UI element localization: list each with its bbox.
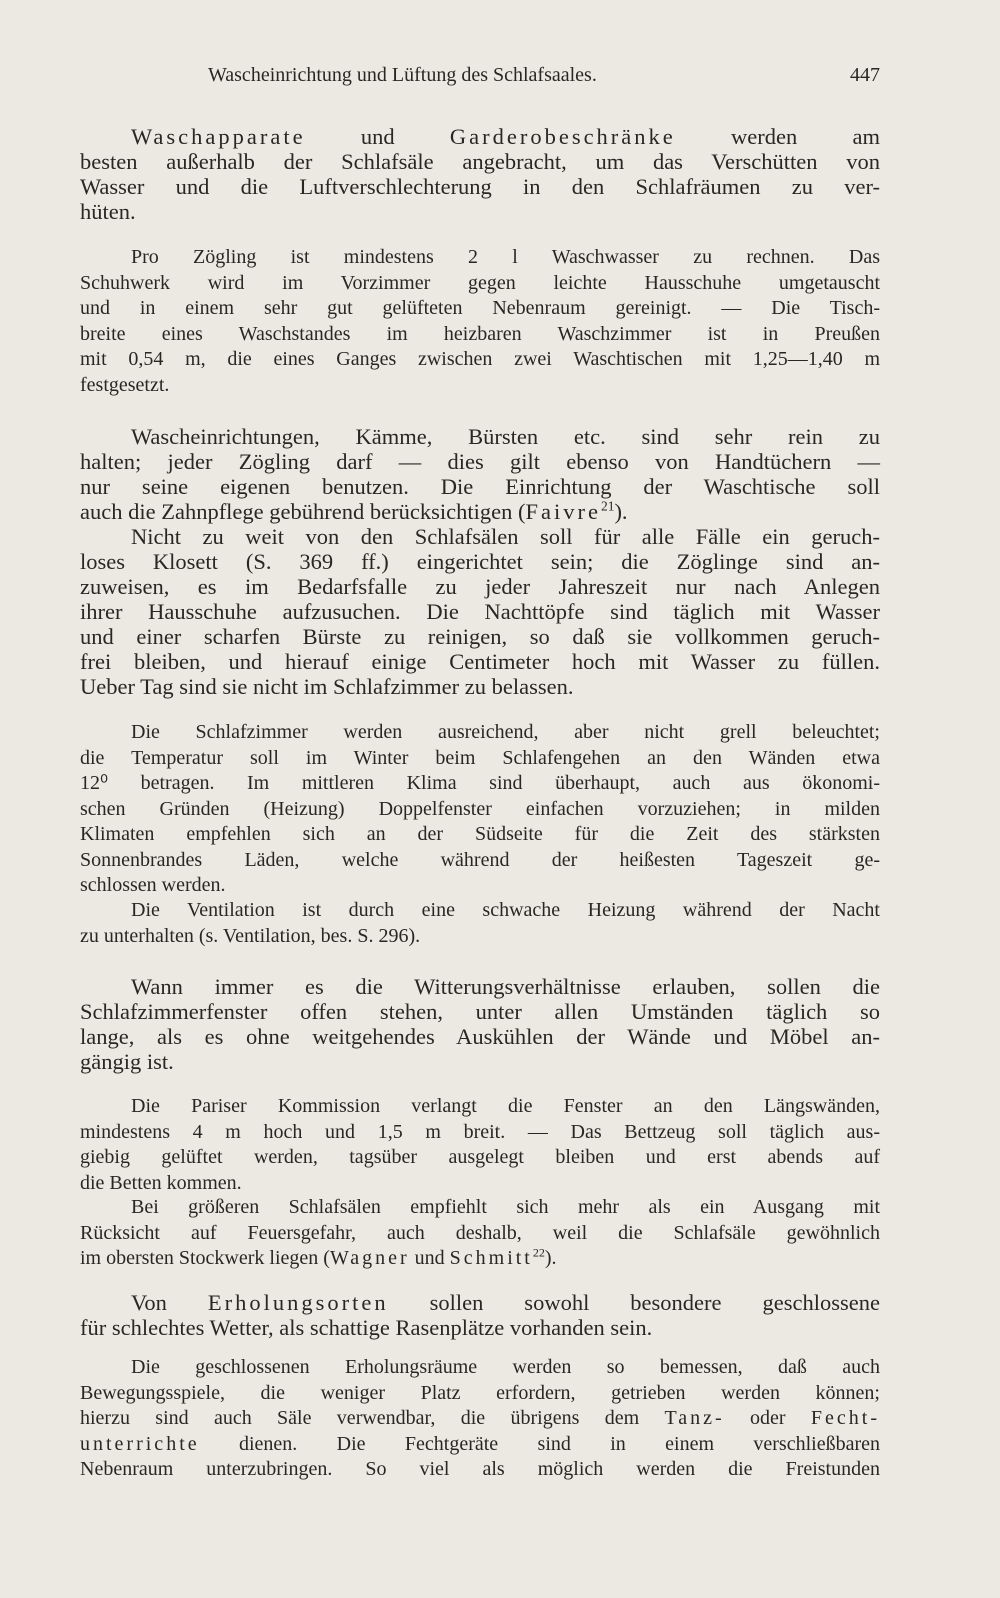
text-line: Ueber Tag sind sie nicht im Schlafzimmer zu belassen.: [80, 674, 574, 699]
text-line: Pro Zögling ist mindestens 2 l Waschwasser zu rechnen. Das: [131, 246, 880, 268]
text-line: nur seine eigenen benutzen. Die Einrichtung der Waschtische soll: [80, 474, 880, 499]
text-line: Nebenraum unterzubringen. So viel als möglich werden die Freistunden: [80, 1458, 880, 1480]
paragraph-exits: [80, 1195, 880, 1272]
footnote-ref: 21: [600, 498, 615, 514]
text-line: Die Schlafzimmer werden ausreichend, aber nicht grell beleuchtet;: [131, 721, 880, 743]
text-line: Wasser und die Luftverschlechterung in den Schlafräumen zu ver-: [80, 174, 880, 199]
text-line: Nicht zu weit von den Schlafsälen soll für alle Fälle ein geruch-: [131, 524, 880, 549]
paragraph-lighting-temperature: [80, 720, 880, 899]
text-line: Wann immer es die Witterungsverhältnisse erlauben, sollen die: [131, 974, 880, 999]
paragraph-washstands: [80, 124, 880, 224]
paragraph-windows-open: [80, 974, 880, 1074]
text-line: gängig ist.: [80, 1049, 174, 1074]
text-line: Wascheinrichtungen, Kämme, Bürsten etc. sind sehr rein zu: [131, 424, 880, 449]
text-line: Bei größeren Schlafsälen empfiehlt sich mehr als ein Ausgang mit: [131, 1196, 880, 1218]
text-line: mit 0,54 m, die eines Ganges zwischen zwei Waschtischen mit 1,25—1,40 m: [80, 348, 880, 370]
text-line: mindestens 4 m hoch und 1,5 m breit. — Das Bettzeug soll täglich aus-: [80, 1120, 880, 1143]
text-line: im obersten Stockwerk liegen (Wagner und Schmitt$^{22}$).: [80, 1245, 557, 1269]
text-line: 12⁰ betragen. Im mittleren Klima sind überhaupt, auch aus ökonomi-: [80, 772, 880, 794]
text-line: lange, als es ohne weitgehendes Auskühlen der Wände und Möbel an-: [80, 1024, 880, 1049]
text-line: Sonnenbrandes Läden, welche während der heißesten Tageszeit ge-: [80, 848, 880, 871]
text-line: halten; jeder Zögling darf — dies gilt ebenso von Handtüchern —: [80, 449, 880, 474]
paragraph-recreation-places: [80, 1290, 880, 1340]
footnote-ref: 22: [532, 1245, 545, 1260]
text-line: loses Klosett (S. 369 ff.) eingerichtet sein; die Zöglinge sind an-: [80, 549, 880, 574]
text-line: und einer scharfen Bürste zu reinigen, so daß sie vollkommen geruch-: [80, 624, 880, 649]
text-line: Die geschlossenen Erholungsräume werden so bemessen, daß auch: [131, 1356, 880, 1378]
text-line: Waschapparate und Garderobeschränke werden am: [131, 124, 880, 149]
text-line: schen Gründen (Heizung) Doppelfenster einfachen vorzuziehen; in milden: [80, 797, 880, 820]
text-line: giebig gelüftet werden, tagsüber ausgelegt bleiben und erst abends auf: [80, 1146, 880, 1168]
paragraph-paris-commission: [80, 1094, 880, 1196]
text-line: festgesetzt.: [80, 373, 170, 396]
text-line: die Betten kommen.: [80, 1171, 242, 1194]
text-line: Die Pariser Kommission verlangt die Fenster an den Längswänden,: [131, 1095, 880, 1117]
text-line: besten außerhalb der Schlafsäle angebracht, um das Verschütten von: [80, 149, 880, 174]
text-line: hierzu sind auch Säle verwendbar, die übrigens dem Tanz- oder Fecht-: [80, 1407, 880, 1429]
text-line: Die Ventilation ist durch eine schwache Heizung während der Nacht: [131, 899, 880, 921]
text-line: Schuhwerk wird im Vorzimmer gegen leichte Hausschuhe umgetauscht: [80, 271, 880, 294]
text-line: für schlechtes Wetter, als schattige Rasenplätze vorhanden sein.: [80, 1315, 653, 1340]
text-line: Klimaten empfehlen sich an der Südseite für die Zeit des stärksten: [80, 823, 880, 845]
text-line: ihrer Hausschuhe aufzusuchen. Die Nachttöpfe sind täglich mit Wasser: [80, 599, 880, 624]
paragraph-wash-water: [80, 245, 880, 398]
text-line: zu unterhalten (s. Ventilation, bes. S. 296).: [80, 924, 421, 947]
page-number: 447: [850, 64, 880, 86]
text-line: unterrichte dienen. Die Fechtgeräte sind in einem verschließbaren: [80, 1432, 880, 1455]
paragraph-recreation-rooms: [80, 1355, 880, 1483]
text-line: frei bleiben, und hierauf einige Centimeter hoch mit Wasser zu füllen.: [80, 649, 880, 674]
paragraph-closet: [80, 524, 880, 699]
text-line: Bewegungsspiele, die weniger Platz erfordern, getrieben werden können;: [80, 1381, 880, 1404]
text-line: die Temperatur soll im Winter beim Schlafengehen an den Wänden etwa: [80, 746, 880, 769]
paragraph-wash-equipment: [80, 424, 880, 524]
text-line: hüten.: [80, 199, 136, 224]
paragraph-ventilation: [80, 898, 880, 949]
text-line: zuweisen, es im Bedarfsfalle zu jeder Jahreszeit nur nach Anlegen: [80, 574, 880, 599]
text-line: Rücksicht auf Feuersgefahr, auch deshalb, weil die Schlafsäle gewöhnlich: [80, 1221, 880, 1244]
running-title: Wascheinrichtung und Lüftung des Schlafsaales.: [208, 64, 597, 86]
text-line: breite eines Waschstandes im heizbaren Waschzimmer ist in Preußen: [80, 322, 880, 345]
text-line: Von Erholungsorten sollen sowohl besondere geschlossene: [131, 1290, 880, 1315]
text-line: schlossen werden.: [80, 874, 226, 896]
text-line: auch die Zahnpflege gebührend berücksichtigen (Faivre$^{21}$).: [80, 498, 628, 524]
text-line: Schlafzimmerfenster offen stehen, unter allen Umständen täglich so: [80, 999, 880, 1024]
text-line: und in einem sehr gut gelüfteten Nebenraum gereinigt. — Die Tisch-: [80, 297, 880, 319]
